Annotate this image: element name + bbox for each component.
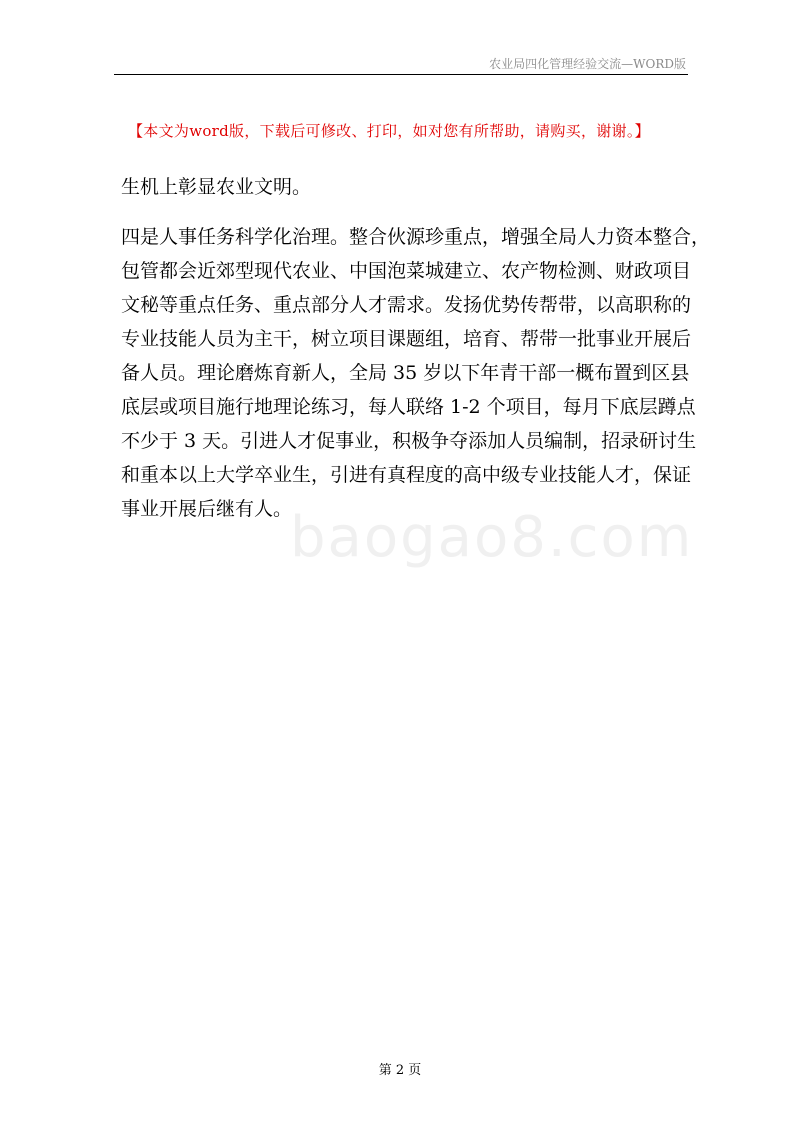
- paragraph-line: 专业技能人员为主干，树立项目课题组，培育、帮带一批事业开展后: [121, 328, 692, 350]
- watermark: baogao8.com: [290, 505, 694, 570]
- paragraph-line: 不少于 3 天。引进人才促事业，积极争夺添加人员编制，招录研讨生: [121, 430, 697, 452]
- body-paragraph: [121, 220, 711, 526]
- page-header-title: 农业局四化管理经验交流—WORD版: [489, 57, 686, 71]
- paragraph-line: 包管都会近郊型现代农业、中国泡菜城建立、农产物检测、财政项目: [121, 260, 692, 282]
- paragraph-line: 底层或项目施行地理论练习，每人联络 1-2 个项目，每月下底层蹲点: [121, 396, 696, 418]
- header-divider: [114, 74, 688, 75]
- carryover-line: 生机上彰显农业文明。: [121, 176, 312, 198]
- paragraph-line: 四是人事任务科学化治理。整合伙源珍重点，增强全局人力资本整合，: [121, 226, 711, 248]
- paragraph-line: 和重本以上大学卒业生，引进有真程度的高中级专业技能人才，保证: [121, 464, 692, 486]
- page-number: 第 2 页: [378, 1063, 422, 1078]
- paragraph-line: 备人员。理论磨炼育新人，全局 35 岁以下年青干部一概布置到区县: [121, 362, 690, 384]
- paragraph-line: 事业开展后继有人。: [121, 498, 293, 520]
- paragraph-line: 文秘等重点任务、重点部分人才需求。发扬优势传帮带，以高职称的: [121, 294, 692, 316]
- purchase-notice: 【本文为word版，下载后可修改、打印，如对您有所帮助，请购买，谢谢。】: [128, 122, 650, 140]
